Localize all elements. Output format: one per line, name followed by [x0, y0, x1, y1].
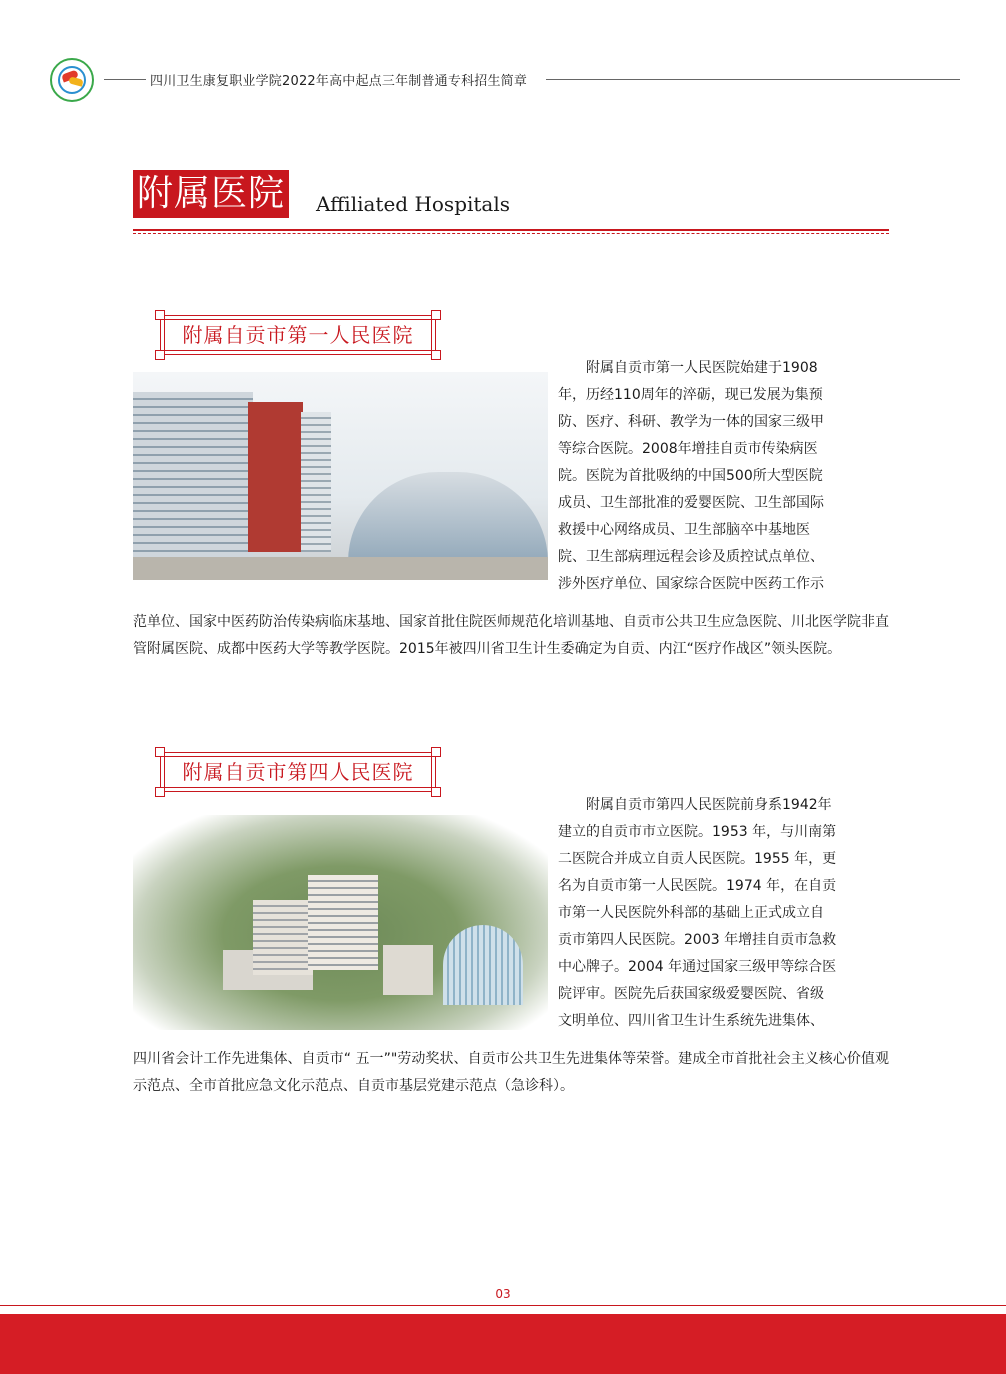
- text-line: 院、卫生部病理远程会诊及质控试点单位、: [558, 549, 824, 565]
- section-divider: [133, 229, 889, 231]
- header-rule-left: [104, 79, 146, 80]
- text-line: 贡市第四人民医院。2003 年增挂自贡市急救: [558, 932, 837, 948]
- school-logo-icon: [50, 58, 94, 102]
- hospital1-photo: [133, 372, 548, 580]
- text-line: 附属自贡市第一人民医院始建于1908: [586, 360, 818, 376]
- hospital1-text-full: 范单位、国家中医药防治传染病临床基地、国家首批住院医师规范化培训基地、自贡市公共卫生应急医院、川北医学院非直管附属医院、成都中医药大学等教学医院。2015年被四川省卫生计生委确定为自贡、内江“医疗作战区”领头医院。: [133, 614, 889, 657]
- text-line: 中心牌子。2004 年通过国家三级甲等综合医: [558, 959, 837, 975]
- hospital2-text-right: [558, 792, 889, 1035]
- text-line: 防、医疗、科研、教学为一体的国家三级甲: [558, 414, 824, 430]
- hospital2-photo: [133, 815, 548, 1030]
- text-line: 院。医院为首批吸纳的中国500所大型医院: [558, 468, 823, 484]
- hospital1-title: 附属自贡市第一人民医院: [182, 323, 414, 347]
- header-rule-right: [546, 79, 960, 80]
- section-divider-dashed: [133, 233, 889, 234]
- text-line: 建立的自贡市市立医院。1953 年，与川南第: [558, 824, 837, 840]
- text-line: 二医院合并成立自贡人民医院。1955 年，更: [558, 851, 837, 867]
- text-line: 附属自贡市第四人民医院前身系1942年: [586, 797, 832, 813]
- text-line: 等综合医院。2008年增挂自贡市传染病医: [558, 441, 818, 457]
- hospital1-text-right: [558, 355, 889, 598]
- page-header: [50, 58, 960, 102]
- text-line: 年，历经110周年的淬砺，现已发展为集预: [558, 387, 823, 403]
- header-title: 四川卫生康复职业学院2022年高中起点三年制普通专科招生简章: [150, 74, 528, 89]
- hospital2-title-box: [160, 752, 436, 792]
- hospital2-title: 附属自贡市第四人民医院: [182, 760, 414, 784]
- text-line: 文明单位、四川省卫生计生系统先进集体、: [558, 1013, 824, 1029]
- text-line: 涉外医疗单位、国家综合医院中医药工作示: [558, 576, 824, 592]
- footer-rule: [0, 1305, 1006, 1306]
- text-line: 院评审。医院先后获国家级爱婴医院、省级: [558, 986, 824, 1002]
- text-line: 救援中心网络成员、卫生部脑卒中基地医: [558, 522, 810, 538]
- hospital1-title-box: [160, 315, 436, 355]
- section-title-en: Affiliated Hospitals: [316, 192, 511, 216]
- hospital2-text-full: 四川省会计工作先进集体、自贡市“ 五一”"劳动奖状、自贡市公共卫生先进集体等荣誉。建成全市首批社会主义核心价值观示范点、全市首批应急文化示范点、自贡市基层党建示范点（急诊科）。: [133, 1051, 889, 1094]
- text-line: 市第一人民医院外科部的基础上正式成立自: [558, 905, 824, 921]
- page-number: 03: [495, 1287, 511, 1301]
- footer-band: [0, 1314, 1006, 1374]
- section-title-cn: 附属医院: [133, 170, 289, 218]
- text-line: 名为自贡市第一人民医院。1974 年，在自贡: [558, 878, 837, 894]
- text-line: 成员、卫生部批准的爱婴医院、卫生部国际: [558, 495, 824, 511]
